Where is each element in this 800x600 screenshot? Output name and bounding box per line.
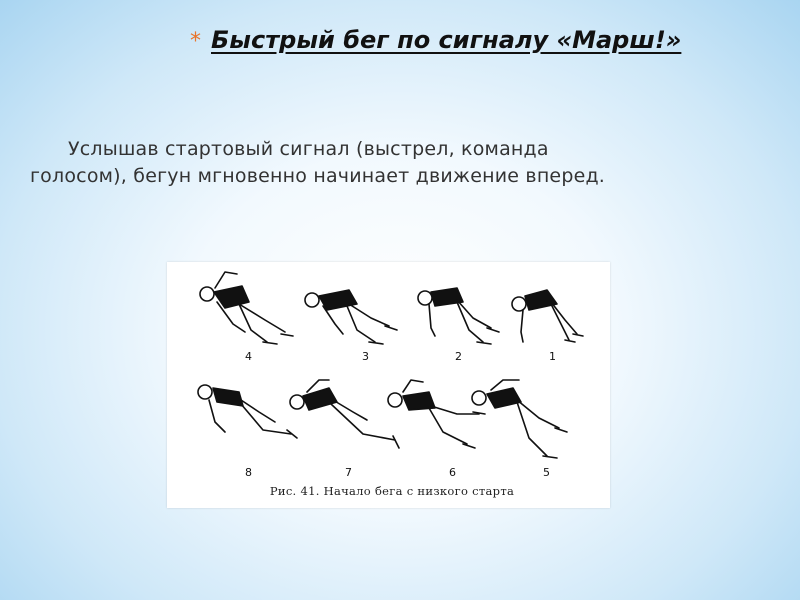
runner-figure-3 [305,290,397,344]
runner-figure-6 [388,380,485,448]
sprint-start-figure [167,262,610,508]
runner-figure-7 [290,380,399,448]
top-number-4: 4 [245,350,252,363]
slide-title [190,26,770,54]
top-number-1: 1 [549,350,556,363]
bottom-number-6: 6 [449,466,456,479]
runner-figure-8 [198,385,297,438]
title-bullet-icon: * [190,29,201,54]
bottom-number-8: 8 [245,466,252,479]
runner-figure-5 [472,380,567,458]
bottom-number-7: 7 [345,466,352,479]
runner-figure-1 [512,290,583,342]
top-number-3: 3 [362,350,369,363]
runner-sequence-drawing [167,262,610,508]
top-number-2: 2 [455,350,462,363]
runner-figure-4 [200,272,293,344]
bottom-number-5: 5 [543,466,550,479]
slide-paragraph: Услышав стартовый сигнал (выстрел, команда голосом), бегун мгновенно начинает движение вперед. [30,138,606,187]
slide-title-text: Быстрый бег по сигналу «Марш!» [211,26,682,54]
figure-caption: Рис. 41. Начало бега с низкого старта [269,484,515,498]
runner-figure-2 [418,288,499,344]
